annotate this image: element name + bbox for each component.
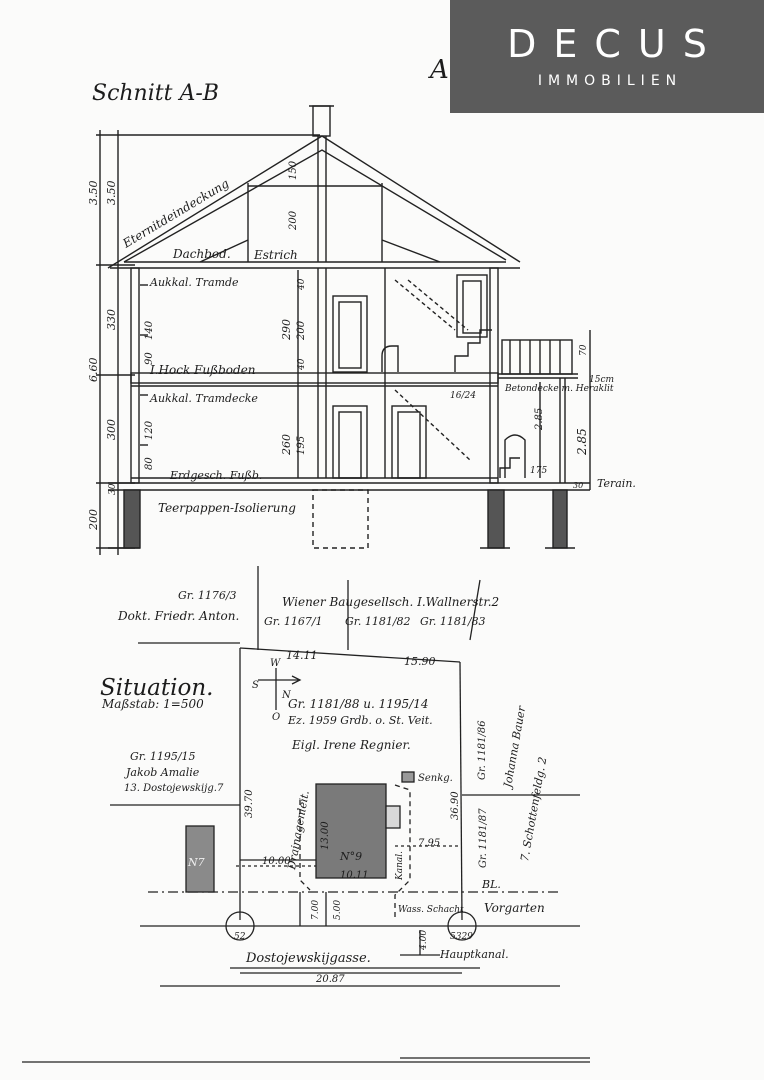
label-attic1: Dachbod.: [173, 247, 231, 261]
dim-80: 80: [144, 457, 155, 470]
label-g1181-82: Gr. 1181/82: [345, 615, 411, 628]
compass-n: N: [282, 690, 291, 701]
logo-brand-name: DECUS: [507, 22, 724, 66]
dim-350a: 3.50: [87, 180, 100, 205]
label-street: Dostojewskijgasse.: [246, 951, 371, 966]
label-ceiling-upper: Aukkal. Tramde: [150, 276, 239, 289]
label-johanna: Johanna Bauer: [501, 705, 529, 789]
label-floor-first: I.Hock Fußboden: [150, 363, 256, 377]
dim-150: 150: [288, 160, 299, 180]
label-n7: N7: [188, 856, 205, 869]
dim-1011: 10.11: [340, 870, 369, 881]
dim-700: 7.00: [311, 899, 321, 920]
label-g1181-87: Gr. 1181/87: [478, 808, 489, 868]
dim-stair: 16/24: [450, 391, 476, 401]
dim-260: 260: [280, 434, 293, 455]
label-dosto13: 13. Dostojewskijg.7: [124, 783, 224, 794]
label-g1181-83: Gr. 1181/83: [420, 615, 486, 628]
label-15cm: 15cm: [589, 375, 615, 385]
dim-2087: 20.87: [316, 974, 345, 985]
dim-795: 7.95: [418, 838, 441, 849]
dim-330: 330: [105, 309, 118, 330]
dim-285: 2.85: [534, 407, 545, 430]
label-concrete: Betondecke m. Heraklit: [505, 384, 614, 394]
situation-scale: Maßstab: 1=500: [102, 697, 204, 711]
faded-heading-fragment: A: [430, 55, 449, 85]
label-g1167: Gr. 1167/1: [264, 615, 323, 628]
label-schott: 7. Schottenfeldg. 2: [518, 755, 550, 863]
label-jakob: Jakob Amalie: [126, 766, 200, 779]
dim-40b: 40: [297, 358, 307, 370]
dim-350b: 3.50: [105, 180, 118, 205]
dim-290: 290: [280, 319, 293, 340]
dim-300: 300: [105, 419, 118, 440]
dim-285b: 2.85: [575, 428, 589, 455]
label-drain: Drainagenleit.: [285, 789, 312, 871]
dim-30b: 30: [573, 481, 584, 490]
dim-195: 195: [296, 435, 307, 455]
decus-logo: [450, 0, 764, 113]
dim-1300: 13.00: [320, 821, 331, 850]
label-wiener: Wiener Baugesellsch. I.Wallnerstr.2: [282, 595, 500, 609]
label-ceiling-lower: Aukkal. Tramdecke: [150, 392, 258, 405]
label-senkg: Senkg.: [418, 773, 453, 784]
section-title: Schnitt A-B: [92, 81, 219, 106]
dim-120: 120: [144, 420, 155, 440]
dim-3970: 39.70: [244, 789, 255, 818]
label-attic2: Estrich: [254, 248, 298, 262]
label-vorgarten: Vorgarten: [484, 901, 545, 915]
label-lot1: Gr. 1181/88 u. 1195/14: [288, 697, 429, 711]
label-g1176: Gr. 1176/3: [178, 589, 237, 602]
dim-200b: 200: [288, 210, 299, 230]
label-insulation: Teerpappen-Isolierung: [158, 501, 296, 515]
label-c5329: 5329: [450, 932, 473, 942]
label-wasch: Wass. Schacht: [398, 905, 464, 915]
dim-40: 40: [297, 278, 307, 290]
label-bl: BL.: [482, 878, 501, 891]
dim-70: 70: [579, 344, 589, 356]
dim-200: 200: [87, 509, 100, 530]
label-friedr: Dokt. Friedr. Anton.: [118, 609, 240, 623]
compass-s: S: [252, 680, 259, 691]
label-d1590: 15.90: [404, 655, 436, 668]
label-hauptkanal: Hauptkanal.: [440, 948, 509, 961]
dim-3690: 36.90: [450, 791, 461, 820]
label-roof: Eternitdeindeckung: [120, 176, 232, 251]
label-lot2: Ez. 1959 Grdb. o. St. Veit.: [288, 714, 433, 727]
label-g1181-86: Gr. 1181/86: [477, 720, 488, 780]
compass-o: O: [272, 712, 281, 723]
dim-1000: 10.00: [262, 856, 291, 867]
dim-200c: 200: [296, 320, 307, 340]
label-g1195: Gr. 1195/15: [130, 750, 196, 763]
section-drawing: [96, 106, 590, 555]
dim-140: 140: [144, 320, 155, 340]
label-floor-ground: Erdgesch. Fußb.: [170, 469, 263, 482]
label-owner: Eigl. Irene Regnier.: [292, 738, 411, 752]
dim-400: 4.00: [419, 929, 429, 950]
situation-title: Situation.: [100, 675, 214, 701]
dim-90: 90: [144, 352, 155, 365]
label-no9: N°9: [340, 850, 363, 863]
dim-660: 6.60: [87, 357, 100, 382]
logo-subtitle: IMMOBILIEN: [537, 73, 683, 89]
label-c52: 52: [234, 932, 246, 942]
label-terrain: Terain.: [597, 477, 636, 490]
label-d1411: 14.11: [286, 649, 318, 662]
compass-w: W: [270, 658, 281, 669]
dim-175: 175: [530, 466, 548, 476]
dim-30: 30: [108, 483, 118, 495]
label-kanal: Kanal.: [395, 851, 405, 880]
dim-500: 5.00: [333, 899, 343, 920]
